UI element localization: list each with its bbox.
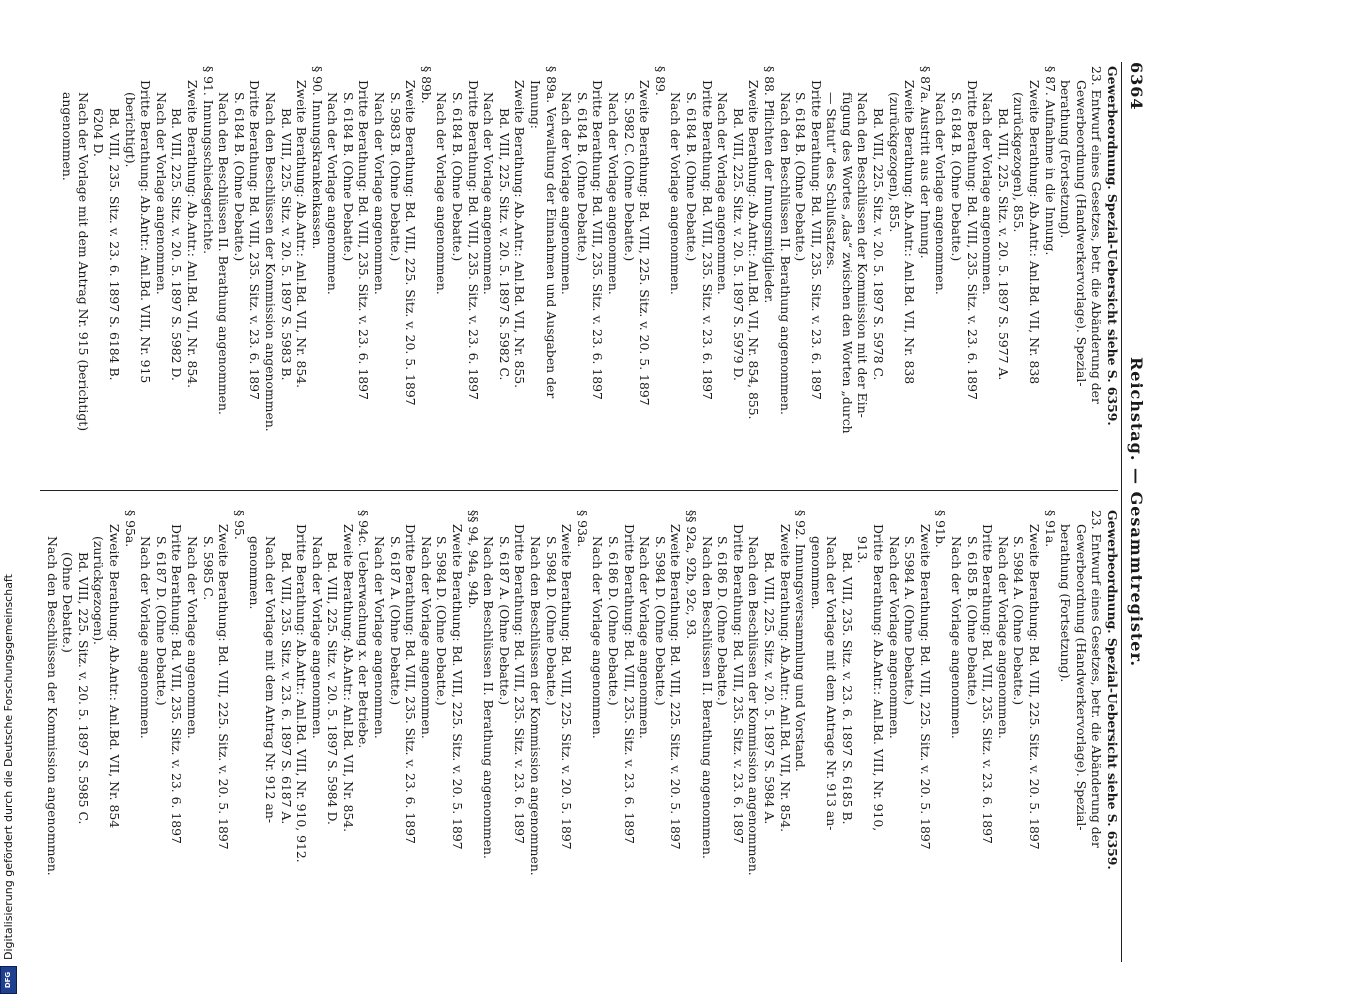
index-line: — Statut“ des Schlußsatzes. — [824, 92, 840, 270]
index-line: 23. Entwurf eines Gesetzes, betr. die Abänderung der — [1089, 510, 1105, 848]
index-line: Nach der Vorlage angenommen. — [886, 536, 902, 739]
index-line: S. 6184 B. (Ohne Debatte.) — [949, 92, 965, 262]
header-rule — [1121, 62, 1122, 962]
dfg-logo-icon — [0, 966, 17, 994]
index-line: § 87. Aufnahme in die Innung. — [1042, 66, 1058, 256]
index-line: Zweite Berathung: Ab.Antr.: Anl.Bd. VII, Nr. 854. — [184, 80, 200, 389]
index-line: Zweite Berathung: Ab.Antr.: Anl.Bd. VII, Nr. 854 — [107, 524, 122, 829]
index-line: berathung (Fortsetzung). — [1058, 80, 1074, 239]
index-line: Bd. VIII, 235. Sitz. v. 23. 6. 1897 S. 6184 B. — [107, 108, 122, 381]
index-line: S. 6187 D. (Ohne Debatte.) — [153, 536, 169, 706]
index-line: Dritte Berathung: Ab.Antr.: Anl.Bd. VIII, Nr. 915 — [138, 80, 154, 384]
index-line: S. 5985 C. — [200, 536, 216, 601]
index-line: genommen. — [247, 536, 263, 610]
index-line: S. 6184 B. (Ohne Debatte.) — [340, 92, 356, 262]
digitization-credit: Digitalisierung gefördert durch die Deutsche Forschungsgemeinschaft — [2, 574, 15, 960]
index-line: Bd. VIII, 235. Sitz. v. 23. 6. 1897 S. 6185 B. — [839, 552, 855, 825]
index-line: Nach der Vorlage angenommen. — [606, 92, 621, 295]
index-line: S. 5983 B. (Ohne Debatte.) — [387, 92, 403, 262]
index-line: Zweite Berathung: Bd. VIII, 225. Sitz. v. 20. 5. 1897 — [668, 524, 684, 850]
index-line: Nach der Vorlage angenommen. — [637, 536, 653, 739]
index-line: Dritte Berathung: Bd. VIII, 235. Sitz. v. 23. 6. 1897 — [699, 80, 715, 400]
index-line: S. 5984 D. (Ohne Debatte.) — [543, 536, 559, 706]
index-line: S. 5982 C. (Ohne Debatte.) — [621, 92, 637, 262]
index-line: § 92. Innungsversammlung und Vorstand. — [793, 510, 809, 772]
index-line: Zweite Berathung: Bd. VIII, 225. Sitz. v. 20. 5. 1897 — [559, 524, 575, 850]
index-line: S. 6186 D. (Ohne Debatte.) — [606, 536, 621, 706]
index-line: Nach der Vorlage angenommen. — [590, 536, 606, 739]
index-line: Bd. VIII, 225. Sitz. v. 20. 5. 1897 S. 5983 B. — [278, 108, 294, 381]
index-line: S. 6185 B. (Ohne Debatte.) — [964, 536, 980, 706]
index-line: Zweite Berathung: Ab.Antr.: Anl.Bd. VII, Nr. 838 — [902, 80, 918, 385]
index-line: § 93a. — [574, 510, 590, 548]
index-line: Bd. VIII, 235. Sitz. v. 23. 6. 1897 S. 6187 A. — [278, 552, 294, 825]
digitization-credit-strip — [0, 0, 18, 1000]
index-line: S. 6184 B. (Ohne Debatte.) — [231, 92, 247, 262]
index-line: §§ 94, 94a, 94b. — [465, 510, 481, 609]
index-line: Zweite Berathung: Ab.Antr.: Anl.Bd. VII, Nr. 854. — [294, 80, 310, 389]
index-line: Dritte Berathung: Bd. VIII, 235. Sitz. v. 23. 6. 1897 — [356, 80, 372, 400]
index-line: Nach der Vorlage angenommen. — [715, 92, 731, 295]
index-line: Dritte Berathung: Ab.Antr.: Anl.Bd. VIII, Nr. 910, — [871, 524, 887, 832]
index-line: (Ohne Debatte.) — [60, 552, 76, 653]
index-line: Dritte Berathung: Bd. VIII, 235. Sitz. v. 23. 6. 1897 — [247, 80, 263, 400]
index-line: Bd. VIII, 225. Sitz. v. 20. 5. 1897 S. 5977 A. — [995, 108, 1011, 381]
index-line: Nach den Beschlüssen der Kommission angenommen. — [746, 536, 762, 876]
index-line: § 88. Pflichten der Innungsmitglieder. — [761, 66, 777, 304]
index-line: Nach den Beschlüssen der Kommission angenommen. — [44, 536, 60, 876]
index-line: Dritte Berathung: Bd. VIII, 235. Sitz. v. 23. 6. 1897 — [964, 80, 980, 400]
index-line: Nach der Vorlage angenommen. — [980, 92, 996, 295]
index-line: § 89b. — [418, 66, 434, 104]
index-line: angenommen. — [60, 92, 76, 181]
column-divider — [40, 490, 1118, 491]
index-line: S. 5984 D. (Ohne Debatte.) — [652, 536, 668, 706]
index-line: § 94c. Ueberwachung x. der Betriebe. — [356, 510, 372, 749]
index-line: Nach den Beschlüssen der Kommission mit der Ein- — [855, 92, 871, 418]
index-line: §§ 92a, 92b, 92c, 93. — [683, 510, 699, 640]
index-line: (zurückgezogen), 855. — [886, 92, 902, 233]
index-line: Nach der Vorlage mit dem Antrage Nr. 913 an- — [824, 536, 840, 831]
index-line: Dritte Berathung: Bd. VIII, 235. Sitz. v. 23. 6. 1897 — [621, 524, 637, 844]
page-header — [1122, 62, 1152, 962]
index-line: Bd. VIII, 225. Sitz. v. 20. 5. 1897 S. 5984 D. — [325, 552, 341, 825]
index-line: 913. — [855, 536, 871, 564]
index-line: Nach der Vorlage angenommen. — [418, 536, 434, 739]
left-column — [60, 66, 1120, 476]
index-line: Nach der Vorlage angenommen. — [668, 92, 684, 295]
index-line: Zweite Berathung: Bd. VIII, 225. Sitz. v. 20. 5. 1897 — [216, 524, 232, 850]
index-line: Dritte Berathung: Ab.Antr.: Anl.Bd. VIII, Nr. 910, 912. — [294, 524, 310, 863]
index-line: (berichtigt). — [122, 92, 138, 168]
index-line: Nach den Beschlüssen II. Berathung angenommen. — [216, 92, 232, 415]
index-line: Dritte Berathung: Bd. VIII, 235. Sitz. v. 23. 6. 1897 — [808, 80, 824, 400]
index-line: Gewerbeordnung (Handwerkervorlage). Spezial- — [1073, 524, 1089, 831]
index-line: Zweite Berathung: Ab.Antr.: Anl.Bd. VII, Nr. 854. — [340, 524, 356, 833]
index-line: Nach der Vorlage angenommen. — [949, 536, 965, 739]
index-line: Dritte Berathung: Bd. VIII, 235. Sitz. v. 23. 6. 1897 — [730, 524, 746, 844]
index-line: § 91a. — [1042, 510, 1058, 548]
index-line: Nach den Beschlüssen der Kommission angenommen. — [262, 92, 278, 432]
index-line: Nach der Vorlage angenommen. — [372, 536, 388, 739]
index-line: Zweite Berathung: Ab.Antr.: Anl.Bd. VII, Nr. 855. — [512, 80, 528, 389]
index-line: Zweite Berathung: Ab.Antr.: Anl.Bd. VII, Nr. 838 — [1027, 80, 1043, 385]
index-line: Nach der Vorlage mit dem Antrag Nr. 915 (berichtigt) — [75, 92, 91, 432]
index-line: S. 6184 B. (Ohne Debatte.) — [450, 92, 466, 262]
index-line: Innung: — [528, 80, 544, 129]
index-line: § 95. — [231, 510, 247, 540]
index-line: S. 5984 A. (Ohne Debatte.) — [1011, 536, 1027, 706]
index-line: Nach den Beschlüssen II. Berathung angenommen. — [777, 92, 793, 415]
dfg-logo-text: DFG — [4, 971, 13, 989]
index-line: fügung des Wortes „das“ zwischen den Worten „durch — [839, 92, 855, 434]
section-heading: Gewerbeordnung. Spezial-Uebersicht siehe S. 6359. — [1105, 510, 1120, 870]
index-line: Nach der Vorlage angenommen. — [434, 92, 450, 295]
index-line: Zweite Berathung: Bd. VIII, 225. Sitz. v. 20. 5. 1897 — [1027, 524, 1043, 850]
index-line: Nach den Beschlüssen II. Berathung angenommen. — [699, 536, 715, 859]
index-line: Nach den Beschlüssen II. Berathung angenommen. — [481, 536, 497, 859]
index-line: genommen. — [808, 536, 824, 610]
index-line: Zweite Berathung: Bd. VIII, 225. Sitz. v. 20. 5. 1897 — [637, 80, 653, 406]
right-column — [44, 510, 1120, 920]
index-line: Bd. VIII, 225. Sitz. v. 20. 5. 1897 S. 5978 C. — [871, 108, 887, 381]
index-line: § 91b. — [933, 510, 949, 548]
index-line: S. 6184 B. (Ohne Debatte.) — [793, 92, 809, 262]
index-line: Nach der Vorlage angenommen. — [309, 536, 325, 739]
index-line: § 87a. Austritt aus der Innung. — [917, 66, 933, 259]
index-line: Bd. VIII, 225. Sitz. v. 20. 5. 1897 S. 5982 C. — [496, 108, 512, 381]
index-line: Zweite Berathung: Ab.Antr.: Anl.Bd. VII, Nr. 854, 855. — [746, 80, 762, 420]
index-line: Dritte Berathung: Bd. VIII, 235. Sitz. v. 23. 6. 1897 — [590, 80, 606, 400]
index-line: § 90. Innungskrankenkassen. — [309, 66, 325, 250]
index-line: Zweite Berathung: Bd. VIII, 225. Sitz. v. 20. 5. 1897 — [917, 524, 933, 850]
index-line: Dritte Berathung: Bd. VIII, 235. Sitz. v. 23. 6. 1897 — [465, 80, 481, 400]
index-line: Zweite Berathung: Bd. VIII, 225. Sitz. v. 20. 5. 1897 — [450, 524, 466, 850]
index-line: S. 5984 D. (Ohne Debatte.) — [434, 536, 450, 706]
index-line: Dritte Berathung: Bd. VIII, 235. Sitz. v. 23. 6. 1897 — [512, 524, 528, 844]
index-line: berathung (Fortsetzung). — [1058, 524, 1074, 683]
index-line: Zweite Berathung: Bd. VIII, 225. Sitz. v. 20. 5. 1897 — [403, 80, 419, 406]
index-line: Nach der Vorlage angenommen. — [559, 92, 575, 295]
index-line: Dritte Berathung: Bd. VIII, 235. Sitz. v. 23. 6. 1897 — [169, 524, 185, 844]
index-line: Nach der Vorlage angenommen. — [184, 536, 200, 739]
index-line: Nach den Beschlüssen der Kommission angenommen. — [528, 536, 544, 876]
index-line: Nach der Vorlage angenommen. — [325, 92, 341, 295]
index-line: S. 6184 B. (Ohne Debatte.) — [683, 92, 699, 262]
index-line: S. 6184 B. (Ohne Debatte.) — [574, 92, 590, 262]
index-line: Bd. VIII, 225. Sitz. v. 20. 5. 1897 S. 5979 D. — [730, 108, 746, 381]
index-line: Nach der Vorlage angenommen. — [995, 536, 1011, 739]
index-line: 23. Entwurf eines Gesetzes, betr. die Abänderung der — [1089, 66, 1105, 404]
index-line: (zurückgezogen), 855. — [1011, 92, 1027, 233]
index-line: Dritte Berathung: Bd. VIII, 235. Sitz. v. 23. 6. 1897 — [403, 524, 419, 844]
index-line: 6204 D. — [91, 108, 107, 157]
index-line: S. 6186 D. (Ohne Debatte.) — [715, 536, 731, 706]
index-line: § 89a. Verwaltung der Einnahmen und Ausgaben der — [543, 66, 559, 399]
index-line: § 91. Innungsschiedsgerichte. — [200, 66, 216, 255]
index-line: S. 6187 A. (Ohne Debatte.) — [496, 536, 512, 706]
page-number: 6364 — [1127, 62, 1146, 111]
index-line: Zweite Berathung: Ab.Antr.: Anl.Bd. VII, Nr. 854. — [777, 524, 793, 833]
index-line: Nach der Vorlage mit dem Antrag Nr. 912 an- — [262, 536, 278, 824]
index-line: § 89. — [652, 66, 668, 96]
index-line: § 95a. — [122, 510, 138, 548]
index-line: Nach der Vorlage angenommen. — [933, 92, 949, 295]
page-title: Reichstag. — Gesammtregister. — [1127, 356, 1146, 668]
index-line: Nach der Vorlage angenommen. — [372, 92, 388, 295]
index-line: Gewerbeordnung (Handwerkervorlage). Spezial- — [1073, 80, 1089, 387]
index-line: Bd. VIII, 225. Sitz. v. 20. 5. 1897 S. 5985 C. — [75, 552, 91, 825]
index-line: S. 5984 A. (Ohne Debatte.) — [902, 536, 918, 706]
section-heading: Gewerbeordnung. Spezial-Uebersicht siehe S. 6359. — [1105, 66, 1120, 426]
index-line: Bd. VIII, 225. Sitz. v. 20. 5. 1897 S. 5984 A. — [761, 552, 777, 825]
index-line: Nach der Vorlage angenommen. — [481, 92, 497, 295]
index-line: (zurückgezogen). — [91, 536, 107, 645]
index-line: Nach der Vorlage angenommen. — [153, 92, 169, 295]
index-line: Dritte Berathung: Bd. VIII, 235. Sitz. v. 23. 6. 1897 — [980, 524, 996, 844]
index-line: S. 6187 A. (Ohne Debatte.) — [387, 536, 403, 706]
index-line: Bd. VIII, 225. Sitz. v. 20. 5. 1897 S. 5982 D. — [169, 108, 185, 381]
index-line: Nach der Vorlage angenommen. — [138, 536, 154, 739]
